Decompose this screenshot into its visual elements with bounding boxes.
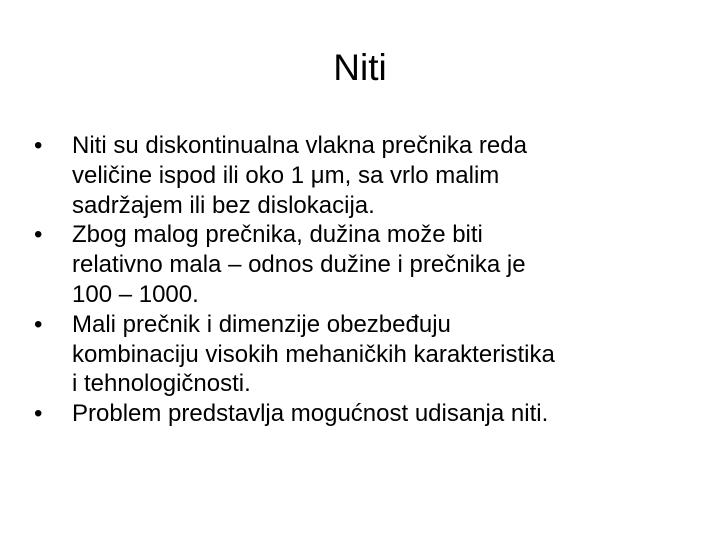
bullet-item	[34, 399, 694, 429]
bullet-item	[34, 131, 694, 220]
slide-title: Niti	[333, 47, 387, 88]
bullet-item	[34, 310, 694, 399]
bullet-icon: •	[34, 310, 43, 338]
bullet-item	[34, 220, 694, 309]
bullet-text: Mali prečnik i dimenzije obezbeđuju kombinaciju visokih mehaničkih karakteristika i tehnologičnosti.	[72, 310, 555, 398]
bullet-text: Zbog malog prečnika, dužina može biti relativno mala – odnos dužine i prečnika je 100 – 1000.	[72, 221, 526, 308]
bullet-text: Problem predstavlja mogućnost udisanja niti.	[72, 400, 549, 428]
bullet-icon: •	[34, 400, 43, 428]
bullet-text: Niti su diskontinualna vlakna prečnika reda veličine ispod ili oko 1 μm, sa vrlo malim sadržajem ili bez dislokacija.	[72, 132, 527, 219]
bullet-icon: •	[34, 221, 43, 249]
bullet-list	[34, 131, 694, 429]
bullet-icon: •	[34, 132, 43, 159]
